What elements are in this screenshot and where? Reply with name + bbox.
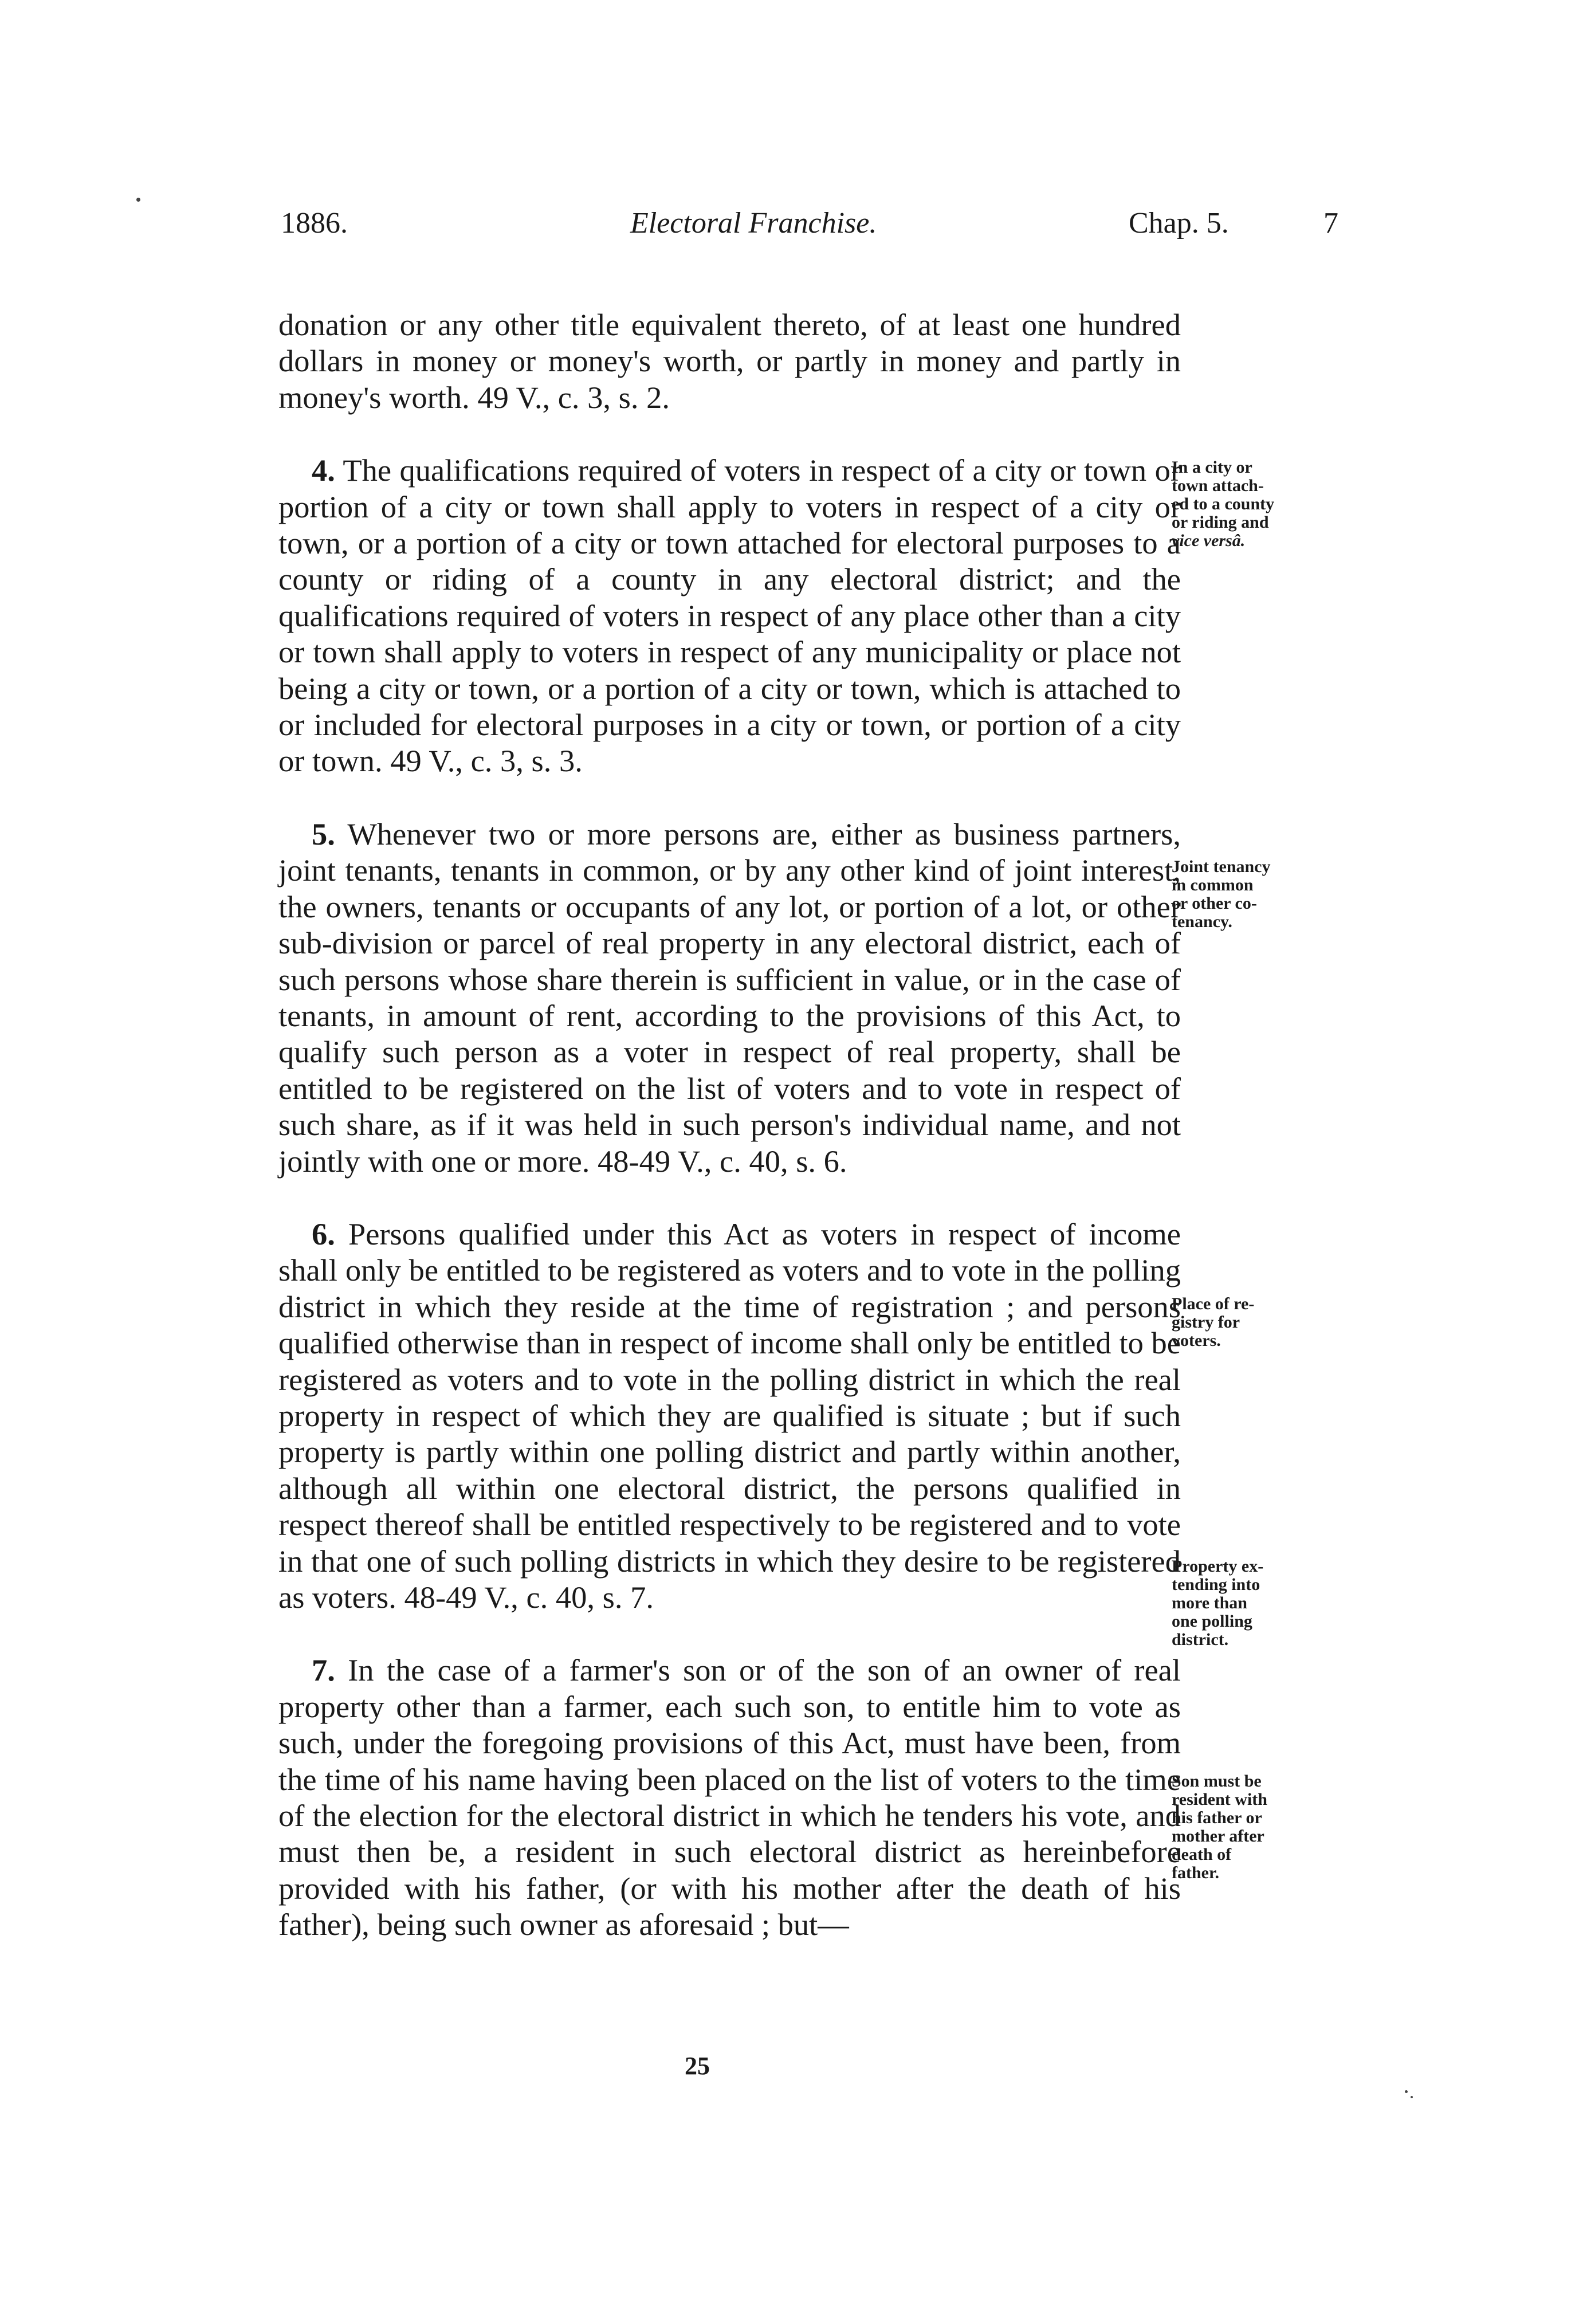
note-line: In a city or [1172, 458, 1252, 477]
signature-mark: 25 [685, 2052, 710, 2080]
note-line: vice versâ. [1172, 531, 1246, 550]
paragraph-text: The qualifications required of voters in respect of a city or town or portion of a city or town shall apply to voters in respect of a city or town, or a portion of a city or town attached for electoral purposes to a county or riding of a county in any electoral district; and the qualifications required of voters in respect of any place other than a city or town shall apply to voters in respect of any municipality or place not being a city or town, or a portion of a city or town, which is attached to or included for electoral purposes in a city or town, or portion of a city or town. 49 V., c. 3, s. 3. [278, 453, 1181, 779]
note-line: ed to a county [1172, 494, 1275, 513]
note-line: town attach- [1172, 476, 1264, 495]
note-line: one polling [1172, 1612, 1252, 1631]
note-line: his father or [1172, 1808, 1262, 1827]
note-line: Property ex- [1172, 1557, 1264, 1576]
section-7 [278, 1652, 1181, 1942]
header-year: 1886. [281, 207, 348, 240]
section-6 [278, 1216, 1181, 1615]
marginal-note-property [1172, 1557, 1344, 1649]
note-line: district. [1172, 1630, 1229, 1649]
section-number: 6. [312, 1216, 335, 1251]
paragraph-continuation [278, 307, 1181, 415]
running-header [281, 206, 1341, 252]
header-title: Electoral Franchise. [630, 207, 877, 240]
note-line: tenancy. [1172, 912, 1232, 931]
paragraph-text: Persons qualified under this Act as voters in respect of income shall only be entitled to be registered as voters and to vote in the polling district in which they reside at the time of registration ; and persons qualified otherwise than in respect of income shall only be entitled to be registered as voters and to vote in the polling district in which the real property in respect of which they are qualified is situate ; but if such property is partly within one polling district and partly within another, although all within one electoral district, the persons qualified in respect thereof shall be entitled respectively to be registered and to vote in that one of such polling districts in which they desire to be registered as voters. 48-49 V., c. 40, s. 7. [278, 1216, 1181, 1615]
note-line: mother after [1172, 1827, 1264, 1846]
note-line: resident with [1172, 1790, 1267, 1809]
note-line: gistry for [1172, 1313, 1240, 1332]
scan-speck [136, 198, 140, 202]
note-line: Son must be [1172, 1772, 1262, 1791]
note-line: Joint tenancy [1172, 857, 1271, 876]
section-5 [278, 816, 1181, 1179]
scan-speck [1411, 2096, 1413, 2098]
note-line: or riding and [1172, 513, 1269, 532]
page-number: 7 [1323, 207, 1338, 240]
note-line: tending into [1172, 1575, 1260, 1594]
note-line: more than [1172, 1593, 1247, 1612]
note-line: or other co- [1172, 894, 1257, 913]
section-number: 7. [312, 1652, 335, 1688]
section-4 [278, 452, 1181, 779]
paragraph-text: donation or any other title equivalent thereto, of at least one hundred dollars in money or money's worth, or partly in money and partly in money's worth. 49 V., c. 3, s. 2. [278, 307, 1181, 415]
marginal-note-section-6 [1172, 1295, 1344, 1350]
note-line: father. [1172, 1863, 1220, 1882]
statute-text [278, 307, 1181, 1943]
note-line: death of [1172, 1845, 1232, 1864]
marginal-note-section-4 [1172, 458, 1344, 550]
paragraph-text: In the case of a farmer's son or of the son of an owner of real property other than a farmer, each such son, to entitle him to vote as such, under the foregoing provisions of this Act, must have been, from the time of his name having been placed on the list of voters to the time of the election for the electoral district in which he tenders his vote, and must then be, a resident in such electoral district as hereinbefore provided with his father, (or with his mother after the death of his father), being such owner as aforesaid ; but— [278, 1652, 1181, 1942]
header-chapter: Chap. 5. [1129, 207, 1229, 240]
paragraph-text: Whenever two or more persons are, either as business partners, joint tenants, tenants in common, or by any other kind of joint interest, the owners, tenants or occupants of any lot, or portion of a lot, or other sub-division or parcel of real property in any electoral district, each of such persons whose share therein is sufficient in value, or in the case of tenants, in amount of rent, according to the provisions of this Act, to qualify such person as a voter in respect of real property, shall be entitled to be registered on the list of voters and to vote in respect of such share, as if it was held in such person's individual name, and not jointly with one or more. 48-49 V., c. 40, s. 6. [278, 816, 1181, 1179]
scan-speck [1405, 2090, 1408, 2093]
marginal-note-section-5 [1172, 858, 1344, 931]
note-line: in common [1172, 876, 1254, 894]
note-line: Place of re- [1172, 1294, 1255, 1313]
marginal-note-section-7 [1172, 1772, 1344, 1882]
section-number: 5. [312, 816, 335, 851]
note-line: voters. [1172, 1331, 1221, 1350]
section-number: 4. [312, 453, 335, 488]
